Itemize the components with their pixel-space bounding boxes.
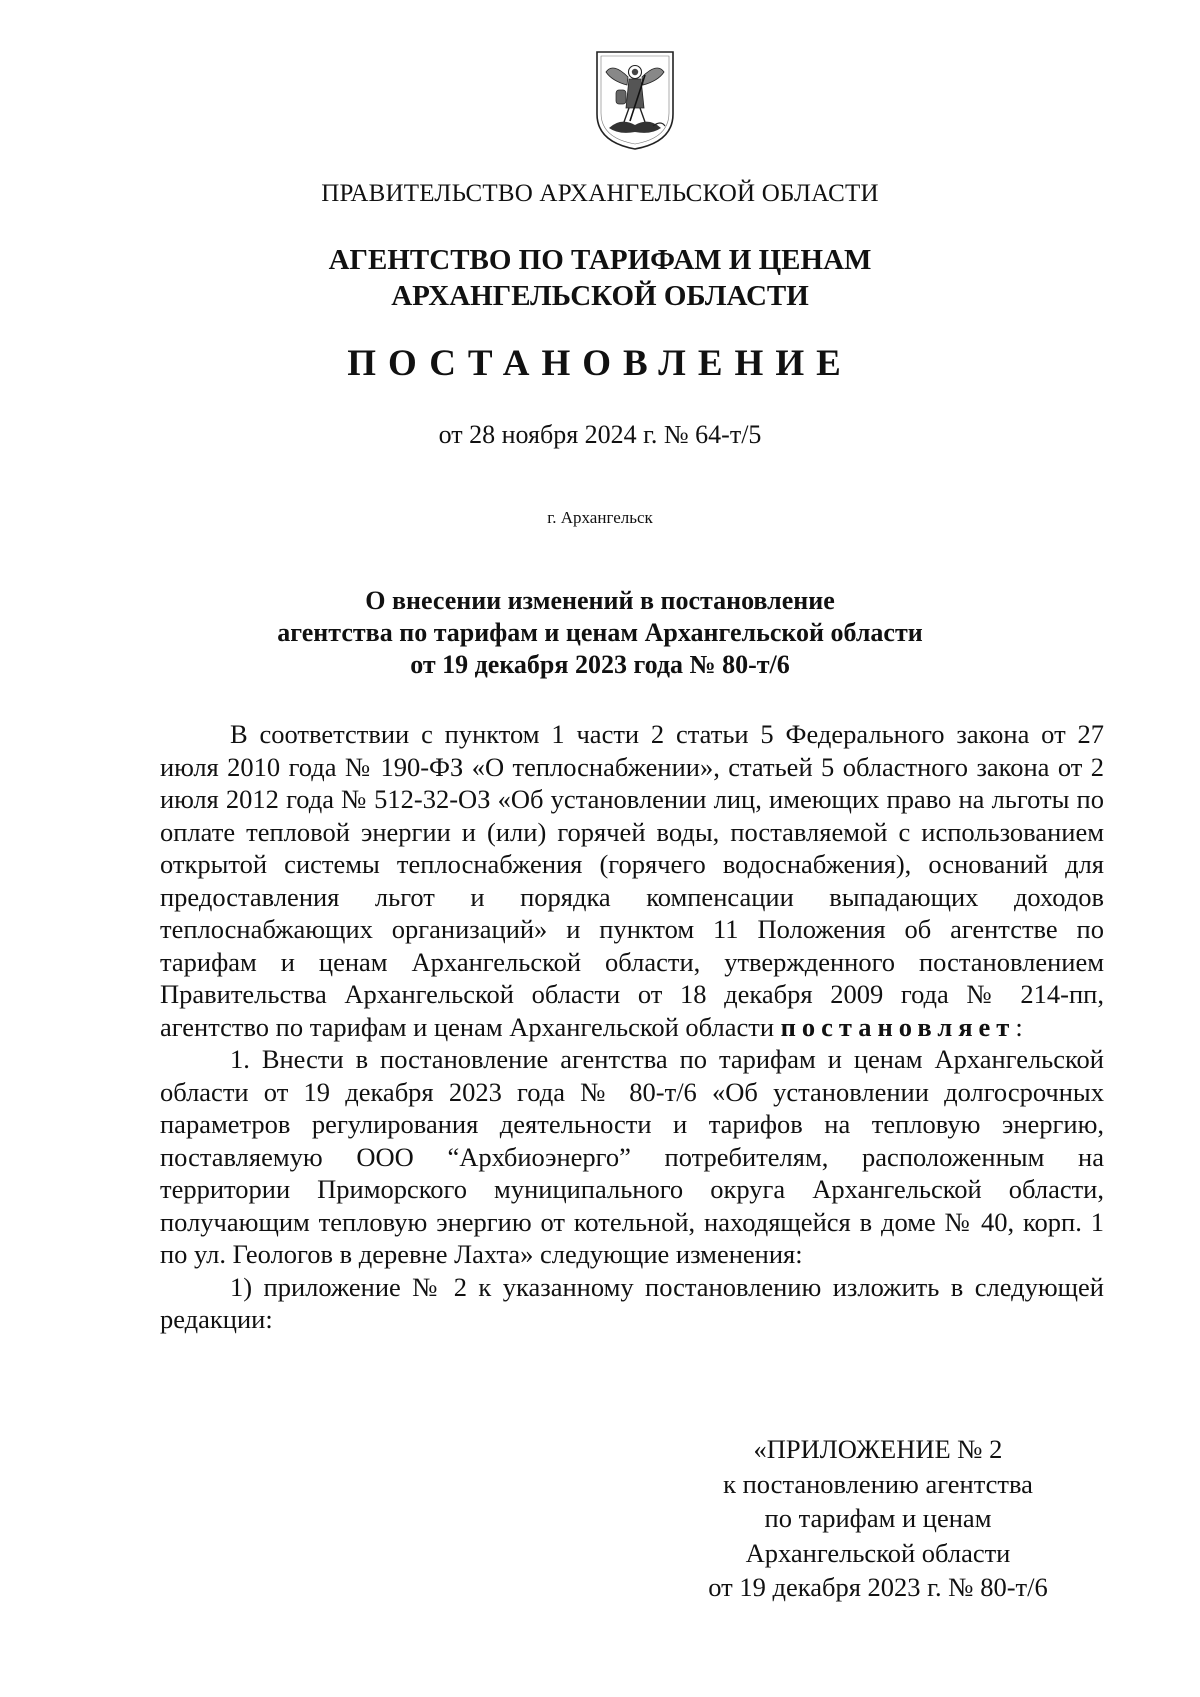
- resolves-word: постановляет: [780, 1011, 1016, 1042]
- subject-line2: агентства по тарифам и ценам Архангельской области: [277, 618, 923, 647]
- appendix-line4: Архангельской области: [745, 1537, 1011, 1568]
- appendix-line1: «ПРИЛОЖЕНИЕ № 2: [753, 1434, 1003, 1464]
- appendix-line3: по тарифам и ценам: [764, 1503, 992, 1533]
- subject-line1: О внесении изменений в постановление: [365, 586, 835, 615]
- agency-name: [0, 242, 1200, 314]
- appendix-line5: от 19 декабря 2023 г. № 80-т/6: [708, 1572, 1048, 1602]
- preamble-paragraph: [160, 718, 1104, 1043]
- subject-line3: от 19 декабря 2023 года № 80-т/6: [410, 650, 790, 679]
- subitem-1-paragraph: 1) приложение № 2 к указанному постановлению изложить в следующей редакции:: [160, 1271, 1104, 1334]
- agency-name-line1: АГЕНТСТВО ПО ТАРИФАМ И ЦЕНАМ: [328, 244, 872, 276]
- document-type: ПОСТАНОВЛЕНИЕ: [347, 343, 853, 384]
- document-city: г. Архангельск: [547, 508, 653, 527]
- document-date-number: от 28 ноября 2024 г. № 64-т/5: [438, 420, 762, 449]
- preamble-text: В соответствии с пунктом 1 части 2 статьи 5 Федерального закона от 27 июля 2010 года № 190-ФЗ «О теплоснабжении», статьей 5 областного закона от 2 июля 2012 года № 512-32-ОЗ «Об установлении лиц, имеющих право на льготы по оплате тепловой энергии и (или) горячей воды, поставляемой с использованием открытой системы теплоснабжения (горячего водоснабжения), оснований для предоставления льгот и порядка компенсации выпадающих доходов теплоснабжающих организаций» и пунктом 11 Положения об агентстве по тарифам и ценам Архангельской области, утвержденного постановлением Правительства Архангельской области от 18 декабря 2009 года № 214-пп, агентство по тарифам и ценам Архангельской области: [160, 719, 1104, 1042]
- item-1-paragraph: 1. Внести в постановление агентства по тарифам и ценам Архангельской области от 19 декабря 2023 года № 80-т/6 «Об установлении долгосрочных параметров регулирования деятельности и тарифов на тепловую энергию, поставляемую ООО “Архбиоэнерго” потребителям, расположенным на территории Приморского муниципального округа Архангельской области, получающим тепловую энергию от котельной, находящейся в доме № 40, корп. 1 по ул. Геологов в деревне Лахта» следующие изменения:: [160, 1044, 1104, 1269]
- appendix-line2: к постановлению агентства: [723, 1468, 1033, 1499]
- resolves-colon: :: [1015, 1011, 1023, 1042]
- agency-name-line2: АРХАНГЕЛЬСКОЙ ОБЛАСТИ: [391, 280, 809, 312]
- government-name: ПРАВИТЕЛЬСТВО АРХАНГЕЛЬСКОЙ ОБЛАСТИ: [321, 180, 879, 207]
- document-body: [160, 718, 1104, 1336]
- appendix-heading: [688, 1432, 1068, 1605]
- coat-of-arms-icon: [593, 48, 677, 152]
- document-subject: [0, 585, 1200, 681]
